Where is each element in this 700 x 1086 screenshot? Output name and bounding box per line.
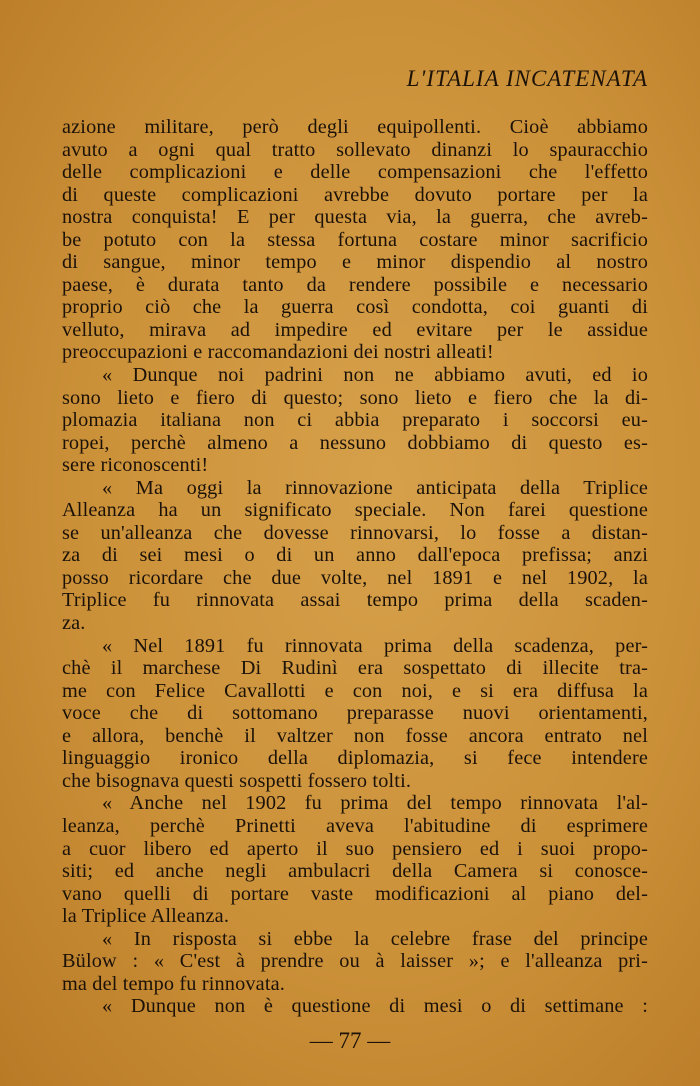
text-line: delle complicazioni e delle compensazioni che l'effetto — [62, 161, 648, 184]
text-line: che bisognava questi sospetti fossero tolti. — [62, 769, 412, 792]
text-line: Triplice fu rinnovata assai tempo prima della scaden- — [62, 589, 648, 612]
text-line: paese, è durata tanto da rendere possibile e necessario — [62, 273, 648, 296]
text-line: za. — [62, 612, 86, 635]
text-line: vano quelli di portare vaste modificazioni al piano del- — [62, 882, 648, 905]
text-line: leanza, perchè Prinetti aveva l'abitudine di esprimere — [62, 814, 648, 837]
text-line: « Dunque noi padrini non ne abbiamo avuti, ed io — [102, 364, 648, 387]
text-line: « Nel 1891 fu rinnovata prima della scadenza, per- — [102, 634, 648, 657]
text-line: « Anche nel 1902 fu prima del tempo rinnovata l'al- — [102, 792, 648, 815]
text-line: « Dunque non è questione di mesi o di settimane : — [102, 995, 648, 1018]
text-line: la Triplice Alleanza. — [62, 905, 230, 928]
text-line: za di sei mesi o di un anno dall'epoca prefissa; anzi — [62, 544, 648, 567]
text-line: a cuor libero ed aperto il suo pensiero ed i suoi propo- — [62, 837, 648, 860]
text-line: velluto, mirava ad impedire ed evitare per le assidue — [62, 318, 648, 341]
text-line: sono lieto e fiero di questo; sono lieto e fiero che la di- — [62, 386, 648, 409]
text-line: Bülow : « C'est à prendre ou à laisser »; e l'alleanza pri- — [62, 950, 648, 973]
text-line: siti; ed anche negli ambulacri della Camera si conosce- — [62, 860, 648, 883]
text-line: e allora, benchè il valtzer non fosse ancora entrato nel — [62, 724, 648, 747]
text-line: « Ma oggi la rinnovazione anticipata della Triplice — [102, 476, 648, 499]
text-line: azione militare, però degli equipollenti. Cioè abbiamo — [62, 116, 648, 138]
text-line: plomazia italiana non ci abbia preparato i soccorsi eu- — [62, 409, 648, 432]
text-line: preoccupazioni e raccomandazioni dei nostri alleati! — [62, 341, 494, 364]
text-line: nostra conquista! E per questa via, la guerra, che avreb- — [62, 206, 648, 229]
text-line: « In risposta si ebbe la celebre frase del principe — [102, 927, 648, 950]
text-line: proprio ciò che la guerra così condotta, coi guanti di — [62, 296, 648, 319]
text-line: voce che di sottomano preparasse nuovi orientamenti, — [62, 702, 648, 725]
text-line: ma del tempo fu rinnovata. — [62, 972, 285, 995]
text-line: me con Felice Cavallotti e con noi, e si era diffusa la — [62, 679, 648, 702]
text-line: Alleanza ha un significato speciale. Non farei questione — [62, 499, 648, 522]
text-line: posso ricordare che due volte, nel 1891 e nel 1902, la — [62, 566, 648, 589]
text-line: linguaggio ironico della diplomazia, si fece intendere — [62, 747, 648, 770]
text-line: sere riconoscenti! — [62, 454, 209, 477]
running-head: L'ITALIA INCATENATA — [406, 66, 648, 91]
text-line: di sangue, minor tempo e minor dispendio al nostro — [62, 251, 648, 274]
page-number: — 77 — — [309, 1028, 391, 1053]
body-text — [62, 116, 648, 1018]
text-line: se un'alleanza che dovesse rinnovarsi, lo fosse a distan- — [62, 521, 648, 544]
text-line: di queste complicazioni avrebbe dovuto portare per la — [62, 183, 648, 206]
text-line: be potuto con la stessa fortuna costare minor sacrificio — [62, 228, 648, 251]
text-line: chè il marchese Di Rudinì era sospettato di illecite tra- — [62, 657, 648, 680]
text-line: avuto a ogni qual tratto sollevato dinanzi lo spauracchio — [62, 138, 648, 161]
text-line: ropei, perchè almeno a nessuno dobbiamo di questo es- — [62, 431, 648, 454]
